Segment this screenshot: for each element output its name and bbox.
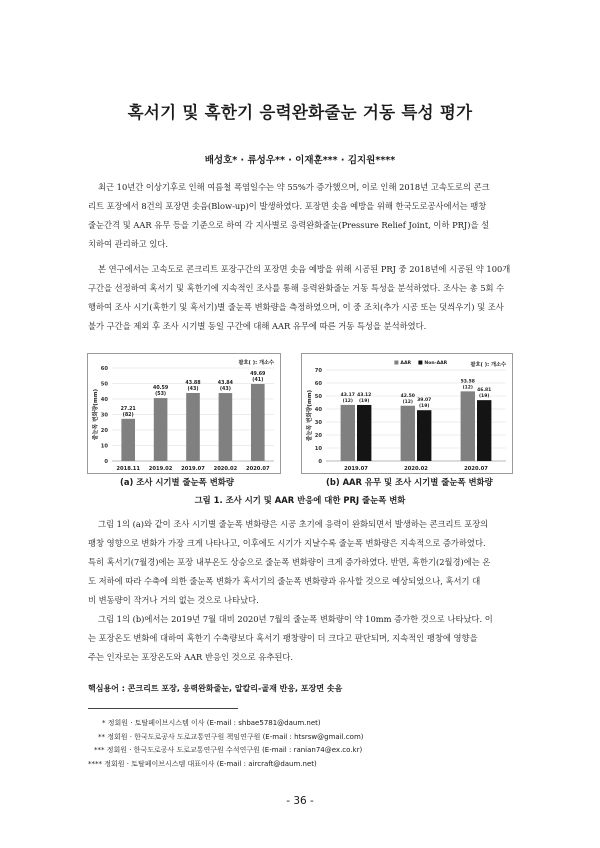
y-tick-label: 0 — [318, 459, 322, 465]
y-tick-label: 10 — [314, 446, 322, 452]
footnote: **** 정회원 · 토탈페이브시스템 대표이사 (E-mail : aircraft@daum.net) — [88, 759, 317, 768]
x-tick-label: 2020.07 — [464, 466, 488, 472]
bar — [154, 398, 168, 461]
chart-a-frame — [87, 353, 281, 474]
text-line: 구간을 선정하여 혹서기 및 혹한기에 지속적인 조사를 통해 응력완화줄눈 거동 특성을 분석하였다. 조사는 총 5회 수 — [88, 283, 505, 293]
count-label: (12) — [402, 399, 413, 405]
bar — [251, 384, 265, 461]
y-tick-label: 20 — [100, 428, 108, 434]
y-tick-label: 30 — [314, 420, 322, 426]
bar — [401, 406, 415, 461]
data-label: 46.81 — [477, 388, 492, 394]
figure-caption: 그림 1. 조사 시기 및 AAR 반응에 대한 PRJ 줄눈폭 변화 — [194, 495, 406, 505]
count-label: (12) — [462, 385, 473, 391]
text-line: 팽창 영향으로 변화가 가장 크게 나타나고, 이후에도 시기가 지날수록 줄눈폭 변화량은 지속적으로 증가하였다. — [88, 538, 486, 548]
text-line: 불가 구간을 제외 후 조사 시기별 동일 구간에 대해 AAR 유무에 따른 거동 특성을 분석하였다. — [88, 321, 427, 331]
data-label: 27.21 — [120, 406, 136, 412]
y-tick-label: 40 — [314, 407, 322, 413]
x-tick-label: 2019.07 — [181, 466, 205, 472]
data-label: 53.58 — [460, 379, 475, 385]
y-tick-label: 60 — [100, 366, 108, 372]
intro-paragraph-2 — [88, 260, 516, 336]
footnotes — [88, 717, 364, 771]
legend-note: 괄호( ): 개소수 — [238, 360, 274, 366]
data-label: 39.07 — [417, 398, 432, 404]
bar — [461, 391, 475, 461]
legend-entry: AAR — [400, 361, 412, 366]
footnote: ** 정회원 · 한국도로공사 도로교통연구원 책임연구원 (E-mail : htsrsw@gmail.com) — [98, 732, 364, 741]
bar — [357, 405, 371, 461]
text-line: 본 연구에서는 고속도로 콘크리트 포장구간의 포장면 솟음 예방을 위해 시공된 PRJ 중 2018년에 시공된 약 100개 — [98, 264, 511, 274]
legend-entry: Non-AAR — [424, 361, 448, 366]
bar — [477, 400, 491, 461]
y-tick-label: 50 — [314, 394, 322, 400]
text-line: 그림 1의 (b)에서는 2019년 7월 대비 2020년 7월의 줄눈폭 변화량이 약 10mm 증가한 것으로 나타났다. 이 — [98, 614, 493, 624]
y-tick-label: 10 — [100, 443, 108, 450]
text-line: 리트 포장에서 8건의 포장면 솟음(Blow-up)이 발생하였다. 포장면 솟음 예방을 위해 한국도로공사에서는 팽창 — [88, 201, 487, 211]
data-label: 49.69 — [250, 371, 266, 377]
footnote-divider — [88, 708, 238, 709]
legend-swatch — [394, 361, 398, 365]
text-line: 비 변동량이 작거나 거의 없는 것으로 나타났다. — [88, 595, 259, 605]
x-tick-label: 2020.02 — [213, 466, 238, 472]
bar — [417, 410, 431, 461]
author-list: 배성호* · 류성우** · 이재훈*** · 김지원**** — [204, 155, 396, 166]
legend-swatch — [418, 361, 422, 365]
chart-a — [88, 354, 280, 473]
y-tick-label: 50 — [100, 381, 108, 388]
bar — [341, 405, 355, 461]
y-tick-label: 0 — [104, 459, 108, 465]
text-line: 치하여 관리하고 있다. — [88, 239, 169, 249]
intro-paragraph-1 — [88, 178, 516, 254]
x-tick-label: 2018.11 — [116, 466, 141, 472]
x-tick-label: 2019.02 — [148, 466, 173, 472]
count-label: (19) — [359, 398, 370, 404]
count-label: (43) — [219, 387, 231, 393]
data-label: 43.12 — [357, 392, 372, 398]
chart-b-frame — [301, 353, 513, 474]
data-label: 43.17 — [340, 392, 355, 398]
text-line: 는 포장온도 변화에 대하여 혹한기 수축량보다 혹서기 팽창량이 더 크다고 판단되며, 지속적인 팽창에 영향을 — [88, 633, 478, 643]
x-tick-label: 2020.07 — [245, 466, 270, 472]
text-line: 줄눈간격 및 AAR 유무 등을 기준으로 하여 각 지사별로 응력완화줄눈(Pressure Relief Joint, 이하 PRJ)을 설 — [88, 220, 490, 230]
count-label: (19) — [419, 404, 430, 410]
data-label: 43.88 — [185, 380, 201, 386]
data-label: 43.84 — [217, 381, 233, 387]
chart-b — [302, 354, 512, 473]
count-label: (82) — [122, 412, 134, 418]
x-tick-label: 2019.07 — [344, 466, 368, 472]
bar — [186, 393, 200, 461]
y-axis-label: 줄눈폭 변화량(mm) — [93, 388, 99, 441]
data-label: 42.50 — [400, 393, 415, 399]
text-line: 그림 1의 (a)와 같이 조사 시기별 줄눈폭 변화량은 시공 초기에 응력이 완화되면서 발생하는 콘크리트 포장의 — [98, 519, 489, 529]
results-paragraph-1 — [88, 515, 516, 610]
legend-note: 괄호( ): 개소수 — [470, 362, 506, 368]
y-tick-label: 40 — [100, 397, 108, 403]
text-line: 주는 인자로는 포장온도와 AAR 반응인 것으로 유추된다. — [88, 652, 294, 662]
count-label: (12) — [342, 398, 353, 404]
count-label: (19) — [479, 394, 490, 400]
y-tick-label: 20 — [314, 433, 322, 439]
y-tick-label: 60 — [314, 381, 322, 387]
results-paragraph-2 — [88, 610, 516, 667]
count-label: (43) — [187, 386, 199, 392]
y-axis-label: 줄눈폭 변화량(mm) — [307, 389, 313, 442]
text-line: 특히 혹서기(7월경)에는 포장 내부온도 상승으로 줄눈폭 변화량이 크게 증가하였다. 반면, 혹한기(2월경)에는 온 — [88, 557, 491, 567]
keywords: 핵심용어 : 콘크리트 포장, 응력완화줄눈, 알칼리-골재 반응, 포장면 솟음 — [88, 684, 343, 693]
bar — [219, 393, 233, 461]
y-tick-label: 70 — [314, 368, 322, 374]
count-label: (53) — [155, 392, 167, 398]
text-line: 행하여 조사 시기(혹한기 및 혹서기)별 줄눈폭 변화량을 측정하였으며, 이 중 조치(추가 시공 또는 덧씌우기) 및 조사 — [88, 302, 504, 312]
footnote: *** 정회원 · 한국도로공사 도로교통연구원 수석연구원 (E-mail : ranian74@ex.co.kr) — [94, 746, 363, 754]
page-number: - 36 - — [286, 795, 314, 807]
footnote: * 정회원 · 토탈페이브시스템 이사 (E-mail : shbae5781@daum.net) — [102, 719, 321, 727]
bar — [121, 419, 135, 461]
count-label: (41) — [252, 377, 264, 383]
subcaption-b: (b) AAR 유무 및 조사 시기별 줄눈폭 변화량 — [326, 477, 493, 487]
data-label: 40.59 — [153, 386, 169, 392]
text-line: 도 저하에 따라 수축에 의한 줄눈폭 변화가 혹서기의 줄눈폭 변화량과 유사할 것으로 예상되었으나, 혹서기 대 — [88, 576, 481, 586]
x-tick-label: 2020.02 — [404, 466, 428, 472]
paper-title: 혹서기 및 혹한기 응력완화줄눈 거동 특성 평가 — [127, 103, 473, 122]
y-tick-label: 30 — [100, 412, 108, 419]
text-line: 최근 10년간 이상기후로 인해 여름철 폭염일수는 약 55%가 증가했으며, 이로 인해 2018년 고속도로의 콘크 — [98, 182, 490, 192]
subcaption-a: (a) 조사 시기별 줄눈폭 변화량 — [120, 477, 234, 487]
